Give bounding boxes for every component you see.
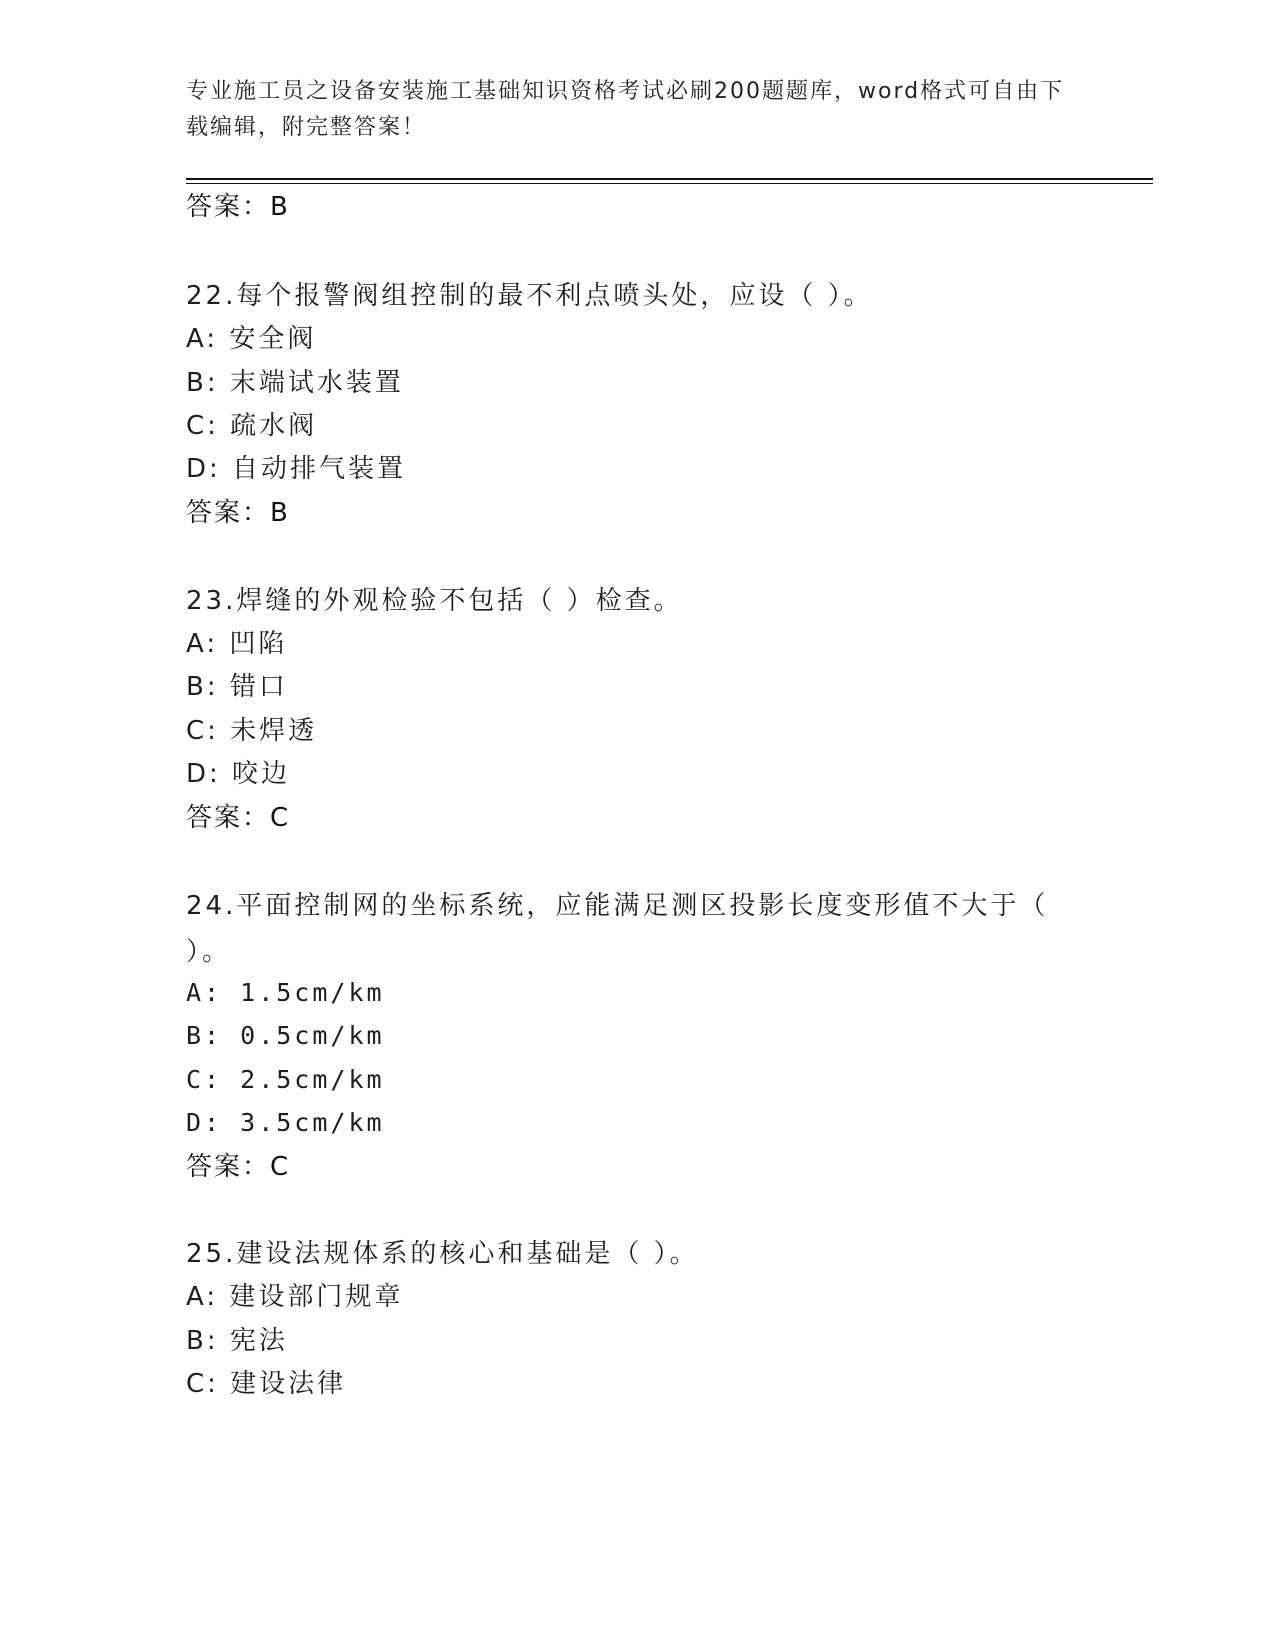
option-a: A: 建设部门规章 — [186, 1282, 404, 1312]
answer-line: 答案：C — [186, 1152, 291, 1182]
question-stem: 24.平面控制网的坐标系统，应能满足测区投影长度变形值不大于（ ）。 — [186, 891, 1049, 967]
question-stem: 22.每个报警阀组控制的最不利点喷头处，应设（ ）。 — [186, 281, 873, 311]
answer-line: 答案：B — [186, 498, 290, 528]
option-b: B: 末端试水装置 — [186, 368, 404, 398]
header-divider-thick — [186, 178, 1153, 180]
answer-line: 答案：C — [186, 803, 291, 833]
option-a: A: 安全阀 — [186, 324, 317, 354]
header-divider-thin — [186, 183, 1153, 184]
option-a: A: 凹陷 — [186, 629, 288, 659]
document-header: 专业施工员之设备安装施工基础知识资格考试必刷200题题库，word格式可自由下载编辑，附完整答案！ — [186, 79, 1065, 140]
option-c: C: 2.5cm/km — [186, 1065, 385, 1094]
option-d: D: 自动排气装置 — [186, 454, 407, 484]
answer-line: 答案：B — [186, 192, 290, 222]
option-d: D: 3.5cm/km — [186, 1108, 385, 1137]
option-b: B: 错口 — [186, 672, 288, 702]
option-c: C: 建设法律 — [186, 1369, 347, 1399]
question-stem: 25.建设法规体系的核心和基础是（ ）。 — [186, 1239, 699, 1269]
option-c: C: 未焊透 — [186, 716, 318, 746]
option-b: B: 0.5cm/km — [186, 1021, 385, 1050]
option-a: A: 1.5cm/km — [186, 978, 385, 1007]
question-stem: 23.焊缝的外观检验不包括（ ）检查。 — [186, 586, 683, 616]
option-d: D: 咬边 — [186, 759, 291, 789]
option-c: C: 疏水阀 — [186, 411, 318, 441]
option-b: B: 宪法 — [186, 1326, 288, 1356]
